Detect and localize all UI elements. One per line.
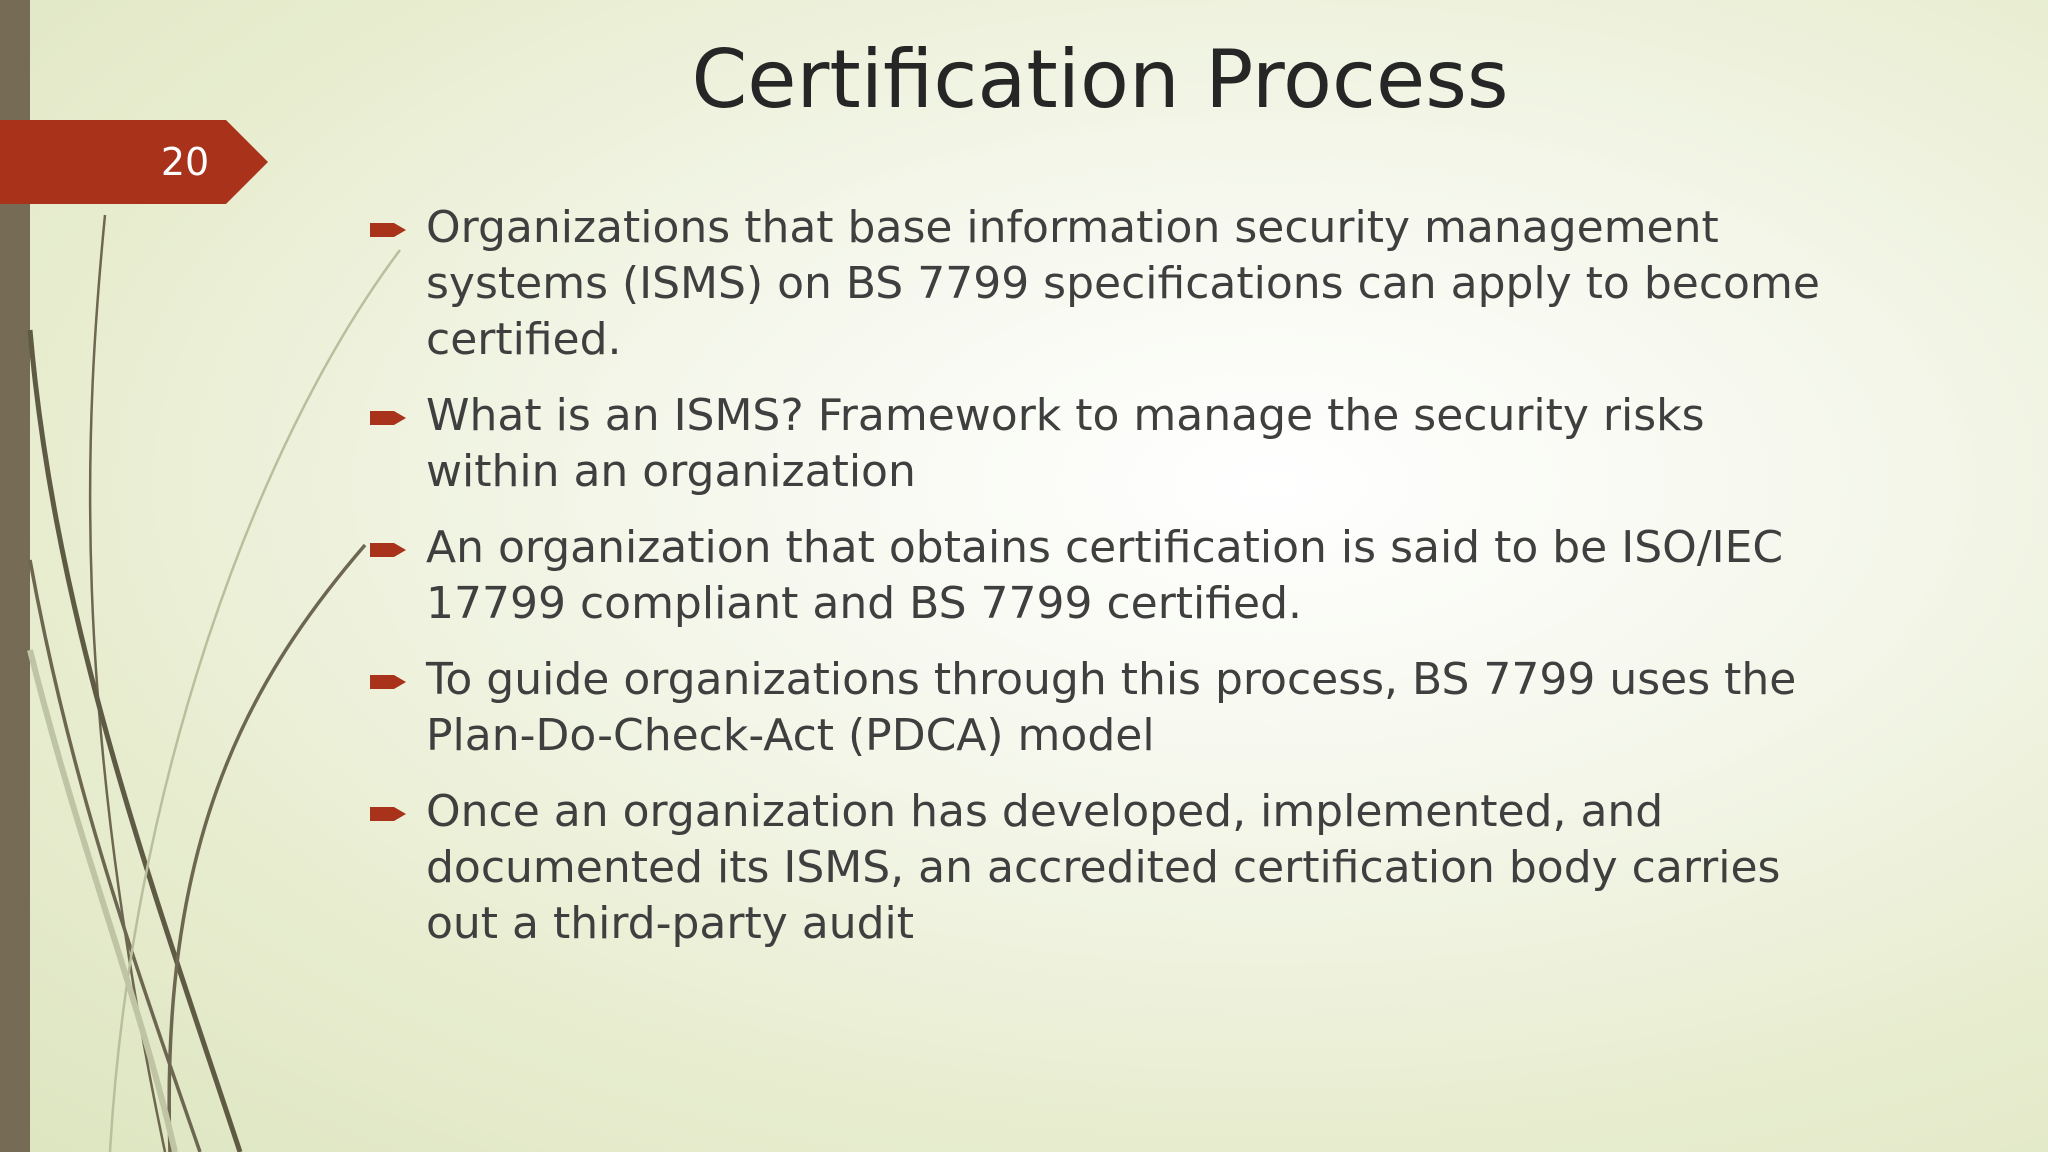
bullet-item (370, 652, 1840, 764)
bullet-text: What is an ISMS? Framework to manage the security risks within an organization (426, 390, 1705, 497)
bullet-item (370, 520, 1840, 632)
slide-title: Certification Process (691, 33, 1509, 126)
arrow-bullet-icon (370, 671, 406, 693)
bullet-text: Once an organization has developed, implemented, and documented its ISMS, an accredited certification body carries out a third-party audit (426, 786, 1781, 949)
bullet-item (370, 388, 1840, 500)
arrow-bullet-icon (370, 219, 406, 241)
arrow-bullet-icon (370, 539, 406, 561)
arrow-bullet-icon (370, 407, 406, 429)
swoosh-line-1 (90, 215, 165, 1152)
page-number: 20 (160, 140, 210, 184)
bullet-item (370, 784, 1840, 952)
bullet-item (370, 200, 1840, 368)
swoosh-line-4 (169, 545, 365, 1152)
arrow-bullet-icon (370, 803, 406, 825)
bullet-list (370, 200, 1840, 972)
page-number-tag (0, 120, 268, 204)
swoosh-line-2 (30, 330, 240, 1152)
bullet-text: Organizations that base information security management systems (ISMS) on BS 7799 specifications can apply to become certified. (426, 202, 1820, 365)
bullet-text: To guide organizations through this process, BS 7799 uses the Plan-Do-Check-Act (PDCA) model (426, 654, 1797, 761)
bullet-text: An organization that obtains certification is said to be ISO/IEC 17799 compliant and BS 7799 certified. (426, 522, 1784, 629)
